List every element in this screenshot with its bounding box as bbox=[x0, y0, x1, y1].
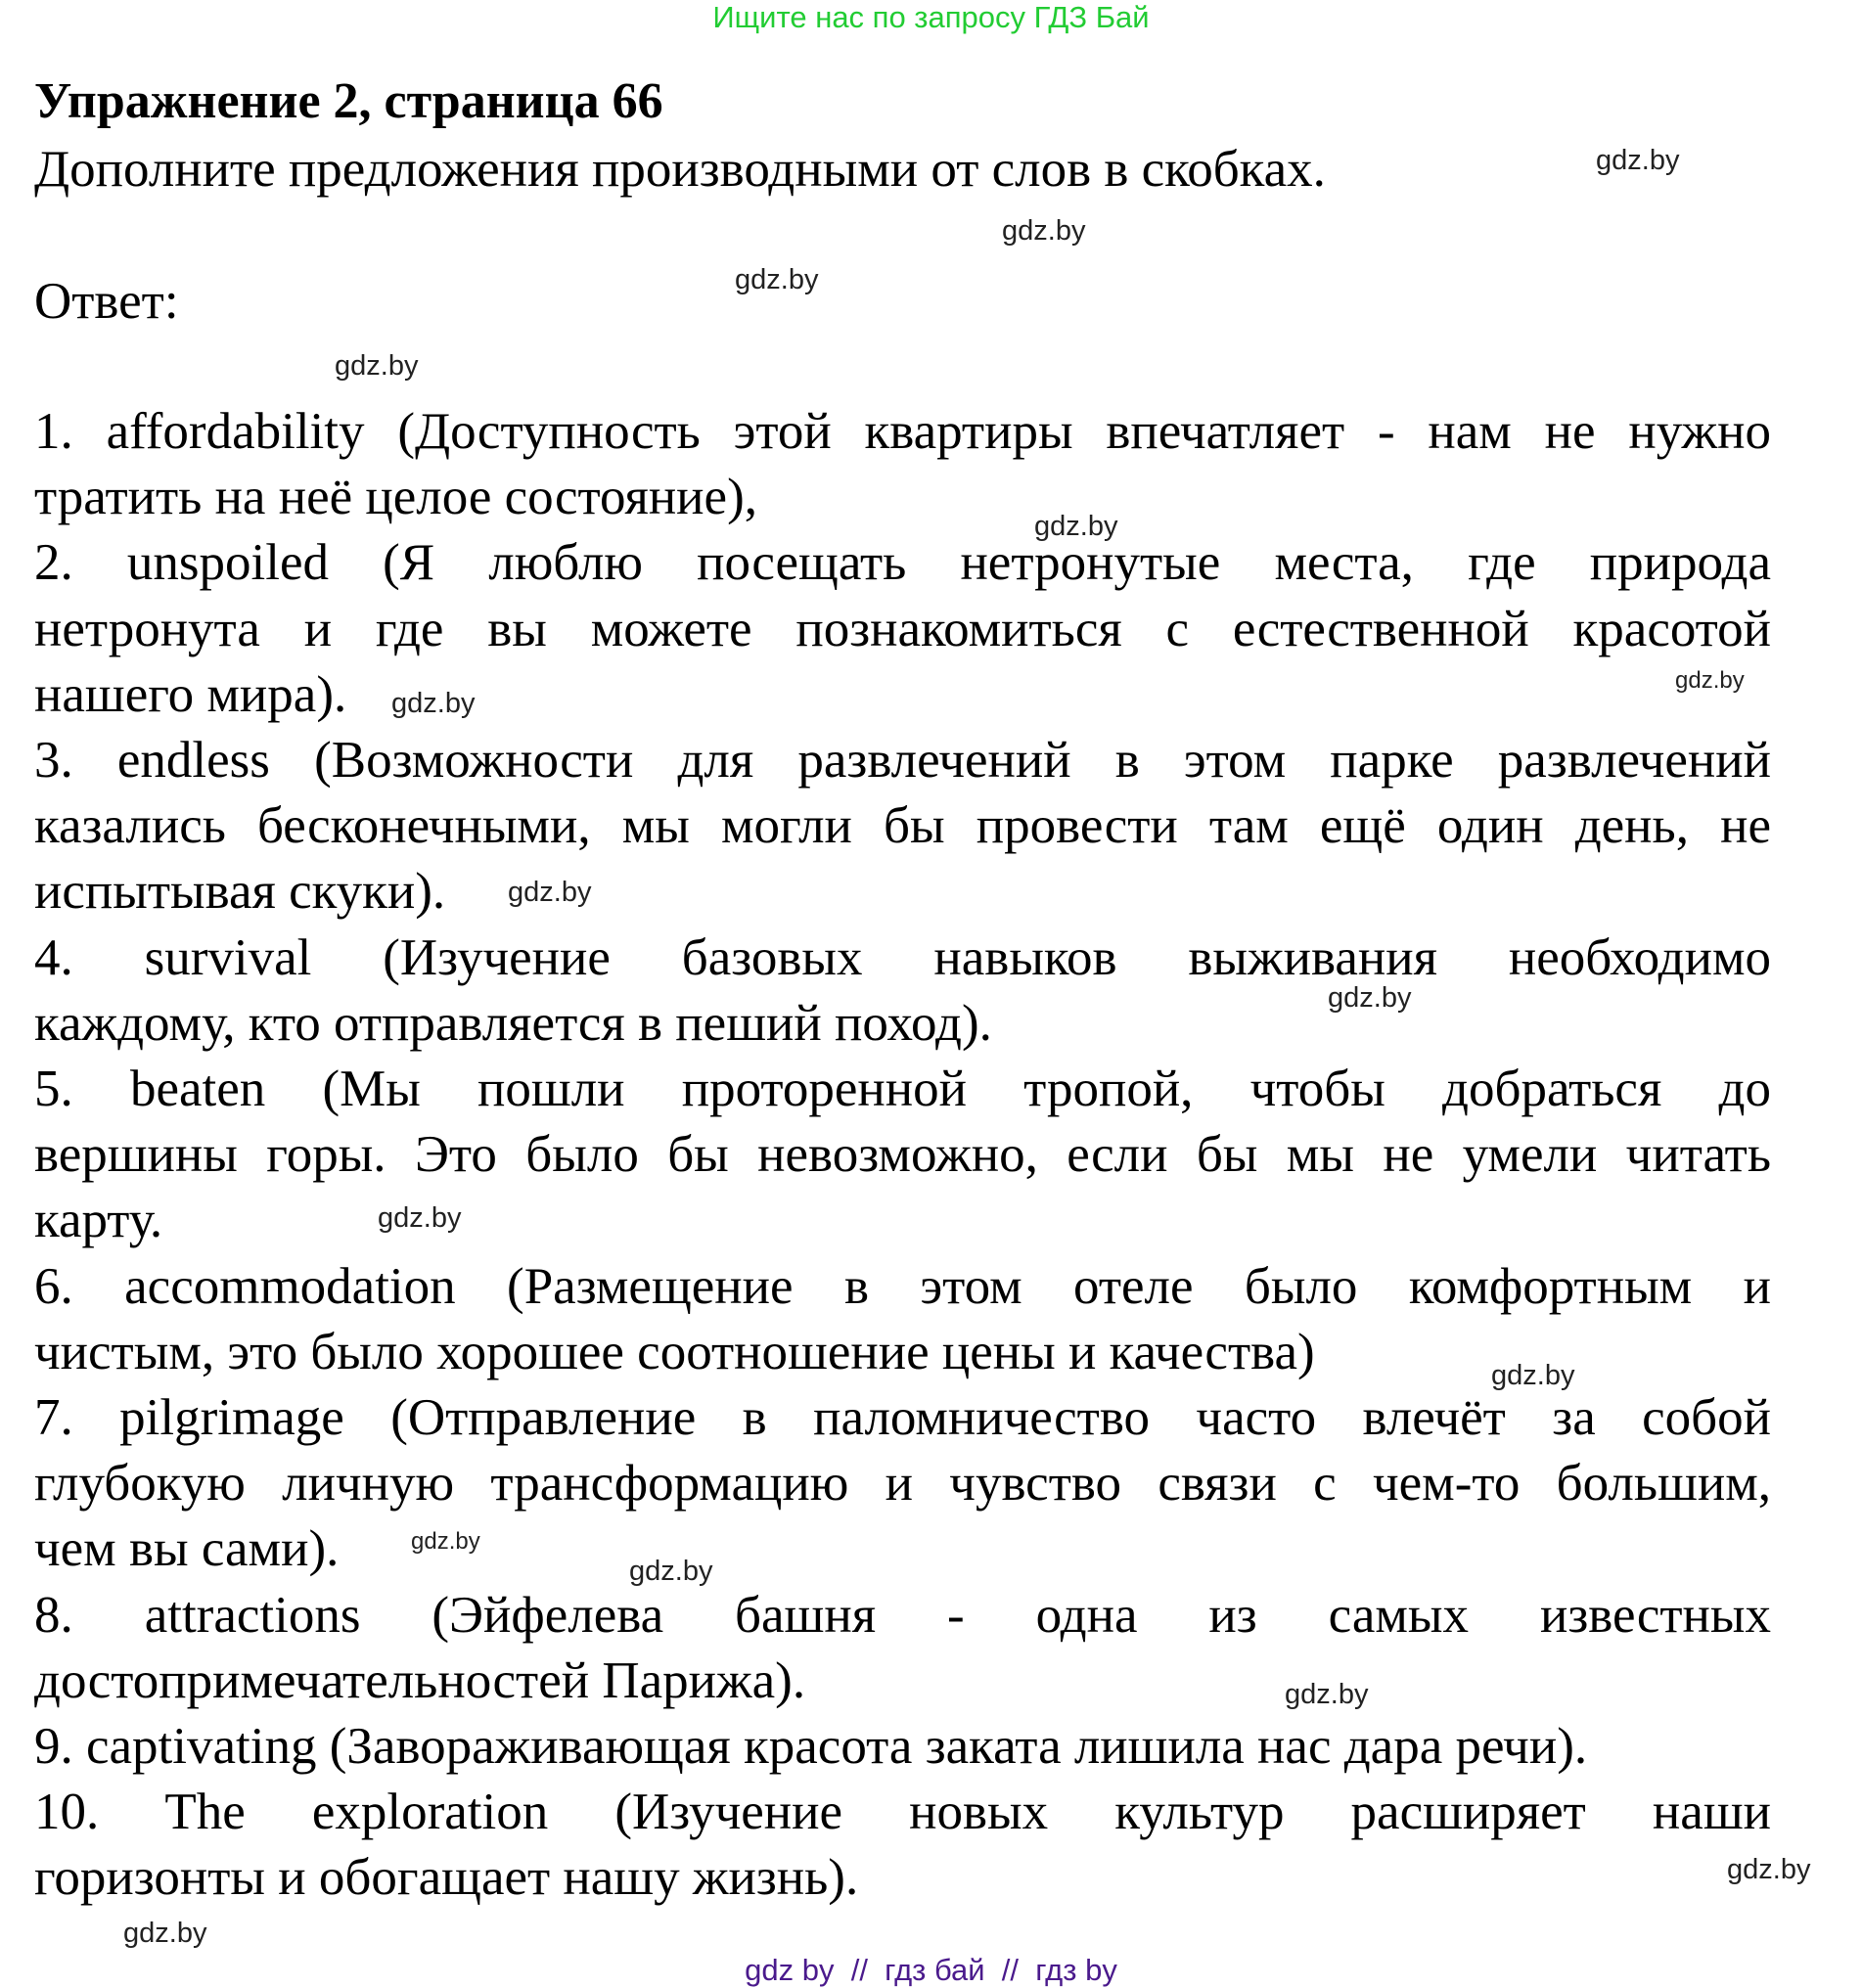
exercise-title: Упражнение 2, страница 66 bbox=[34, 73, 663, 129]
watermark: gdz.by bbox=[335, 350, 419, 382]
answer-item-2-line: 2. unspoiled (Я люблю посещать нетронутые места, где природа bbox=[34, 534, 1771, 592]
answer-item-1-line: 1. affordability (Доступность этой квартиры впечатляет - нам не нужно bbox=[34, 403, 1771, 460]
answer-item-4-line: каждому, кто отправляется в пеший поход). bbox=[34, 994, 992, 1052]
exercise-instruction: Дополните предложения производными от слов в скобках. bbox=[34, 141, 1326, 198]
search-banner: Ищите нас по запросу ГДЗ Бай bbox=[712, 0, 1150, 34]
watermark: gdz.by bbox=[123, 1918, 207, 1949]
watermark: gdz.by bbox=[1002, 215, 1086, 247]
answer-item-10-line: горизонты и обогащает нашу жизнь). bbox=[34, 1849, 859, 1907]
watermark: gdz.by bbox=[1675, 667, 1745, 694]
footer-links: gdz by // гдз бай // гдз by bbox=[745, 1953, 1117, 1987]
answer-item-9-line: 9. captivating (Завораживающая красота заката лишила нас дара речи). bbox=[34, 1718, 1588, 1775]
answer-item-2-line: нашего мира). bbox=[34, 665, 347, 723]
watermark: gdz.by bbox=[1596, 145, 1680, 176]
watermark: gdz.by bbox=[735, 264, 819, 295]
answer-item-5-line: карту. bbox=[34, 1192, 163, 1249]
answer-item-7-line: 7. pilgrimage (Отправление в паломничество часто влечёт за собой bbox=[34, 1389, 1771, 1446]
answer-item-8-line: 8. attractions (Эйфелева башня - одна из самых известных bbox=[34, 1586, 1771, 1644]
watermark: gdz.by bbox=[1034, 511, 1118, 542]
watermark: gdz.by bbox=[1727, 1854, 1811, 1885]
answer-item-8-line: достопримечательностей Парижа). bbox=[34, 1651, 806, 1709]
answer-item-1-line: тратить на неё целое состояние), bbox=[34, 469, 757, 526]
answer-item-4-line: 4. survival (Изучение базовых навыков выживания необходимо bbox=[34, 928, 1771, 986]
answer-item-5-line: вершины горы. Это было бы невозможно, если бы мы не умели читать bbox=[34, 1126, 1771, 1184]
watermark: gdz.by bbox=[508, 877, 592, 908]
answer-item-5-line: 5. beaten (Мы пошли проторенной тропой, чтобы добраться до bbox=[34, 1061, 1771, 1117]
watermark: gdz.by bbox=[1285, 1679, 1369, 1710]
watermark: gdz.by bbox=[378, 1202, 462, 1234]
watermark: gdz.by bbox=[1491, 1360, 1575, 1391]
watermark: gdz.by bbox=[411, 1528, 480, 1555]
answer-item-3-line: 3. endless (Возможности для развлечений в этом парке развлечений bbox=[34, 732, 1771, 789]
answer-item-2-line: нетронута и где вы можете познакомиться с естественной красотой bbox=[34, 600, 1771, 657]
watermark: gdz.by bbox=[629, 1556, 713, 1587]
answer-item-7-line: чем вы сами). bbox=[34, 1520, 340, 1578]
answer-item-6-line: чистым, это было хорошее соотношение цены и качества) bbox=[34, 1323, 1315, 1380]
answer-item-7-line: глубокую личную трансформацию и чувство связи с чем-то большим, bbox=[34, 1455, 1771, 1513]
answer-label: Ответ: bbox=[34, 273, 179, 330]
watermark: gdz.by bbox=[391, 688, 476, 719]
answer-item-10-line: 10. The exploration (Изучение новых культур расширяет наши bbox=[34, 1784, 1771, 1841]
answer-item-6-line: 6. accommodation (Размещение в этом отеле было комфортным и bbox=[34, 1257, 1771, 1315]
answer-item-3-line: испытывая скуки). bbox=[34, 863, 446, 921]
watermark: gdz.by bbox=[1328, 982, 1412, 1014]
answer-item-3-line: казались бесконечными, мы могли бы провести там ещё один день, не bbox=[34, 797, 1771, 855]
